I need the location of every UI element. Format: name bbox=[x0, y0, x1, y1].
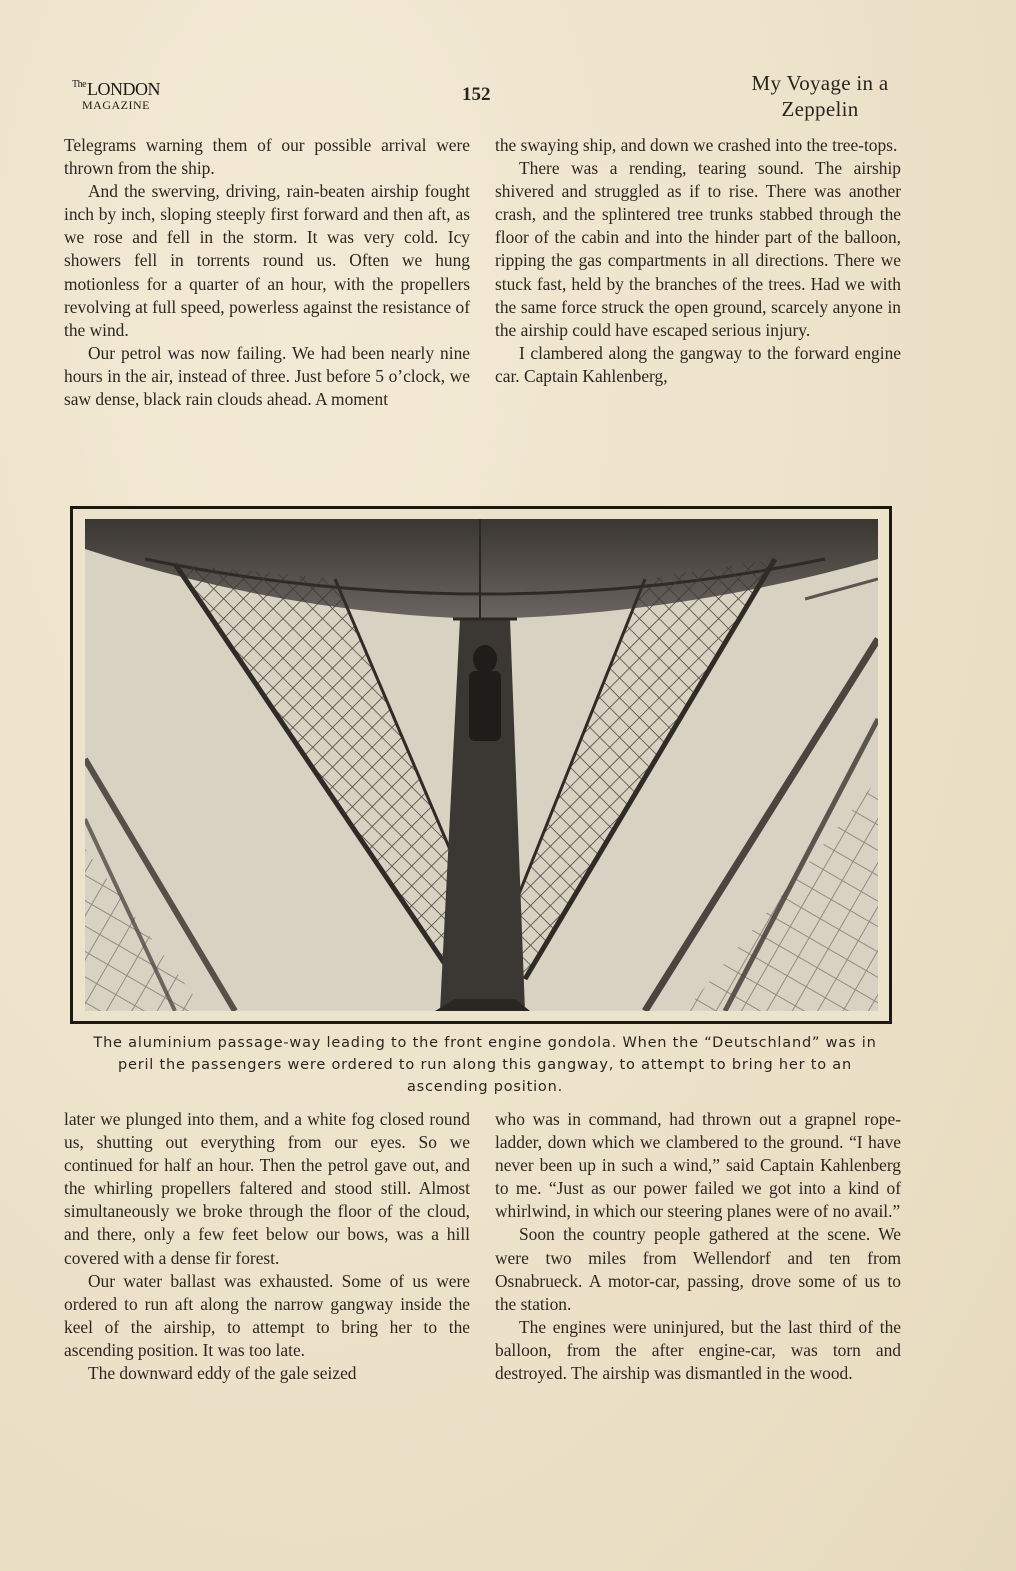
running-title bbox=[730, 70, 910, 122]
running-title-line2: Zeppelin bbox=[781, 97, 859, 121]
paragraph: The engines were uninjured, but the last third of the balloon, from the after engine-car, was torn and destroyed. The airship was dismantled in the wood. bbox=[495, 1316, 901, 1384]
column-top-right bbox=[495, 134, 901, 388]
paragraph: later we plunged into them, and a white fog closed round us, shutting out everything from our eyes. So we continued for half an hour. Then the petrol gave out, and the whirling propellers faltered and stood still. Almost simultaneously we broke through the floor of the cloud, and there, only a few feet below our bows, was a hill covered with a dense fir forest. bbox=[64, 1109, 470, 1268]
column-top-left bbox=[64, 134, 470, 411]
figure-caption: The aluminium passage-way leading to the front engine gondola. When the “Deutschland” was in peril the passengers were ordered to run along this gangway, to attempt to bring her to an ascending position. bbox=[93, 1035, 877, 1095]
column-bottom-left bbox=[64, 1108, 470, 1385]
column-bottom-right bbox=[495, 1108, 901, 1385]
paragraph: who was in command, had thrown out a grapnel rope-ladder, down which we clambered to the ground. “I have never been up in such a wind,” said Captain Kahlenberg to me. “Just as our power failed we got into a kind of whirlwind, in which our steering planes were of no avail.” bbox=[495, 1109, 901, 1222]
paragraph: Our water ballast was exhausted. Some of us were ordered to run aft along the narrow gangway inside the keel of the airship, to attempt to bring her to the ascending position. It was too late. bbox=[64, 1270, 470, 1360]
paragraph: There was a rending, tearing sound. The airship shivered and struggled as if to rise. There was another crash, and the splintered tree trunks stabbed through the floor of the cabin and into the hinder part of the balloon, ripping the gas compartments in all directions. There we stuck fast, held by the branches of the trees. Had we with the same force struck the open ground, scarcely anyone in the airship could have escaped serious injury. bbox=[495, 158, 901, 340]
paragraph: Our petrol was now failing. We had been nearly nine hours in the air, instead of three. Just before 5 o’clock, we saw dense, black rain clouds ahead. A moment bbox=[64, 342, 470, 410]
paragraph: Soon the country people gathered at the scene. We were two miles from Wellendorf and ten from Osnabrueck. A motor-car, passing, drove some of us to the station. bbox=[495, 1224, 901, 1314]
photograph-frame bbox=[70, 506, 892, 1024]
masthead-magazine: MAGAZINE bbox=[82, 98, 150, 112]
masthead-the: The bbox=[72, 79, 87, 90]
masthead-london: LONDON bbox=[87, 79, 161, 99]
paragraph: Telegrams warning them of our possible arrival were thrown from the ship. bbox=[64, 135, 470, 179]
paragraph: the swaying ship, and down we crashed into the tree-tops. bbox=[495, 135, 898, 155]
paragraph: I clambered along the gangway to the forward engine car. Captain Kahlenberg, bbox=[495, 342, 901, 386]
paragraph: The downward eddy of the gale seized bbox=[88, 1363, 357, 1384]
running-title-line1: My Voyage in a bbox=[751, 71, 889, 95]
masthead-logo bbox=[72, 80, 192, 111]
gangway-photo-illustration bbox=[85, 519, 878, 1011]
page-number: 152 bbox=[462, 84, 491, 105]
paragraph: And the swerving, driving, rain-beaten airship fought inch by inch, sloping steeply first forward and then aft, as we rose and fell in the storm. It was very cold. Icy showers fell in torrents round us. Often we hung motionless for a quarter of an hour, with the propellers revolving at full speed, powerless against the resistance of the wind. bbox=[64, 181, 470, 340]
photograph-gangway bbox=[85, 519, 878, 1011]
